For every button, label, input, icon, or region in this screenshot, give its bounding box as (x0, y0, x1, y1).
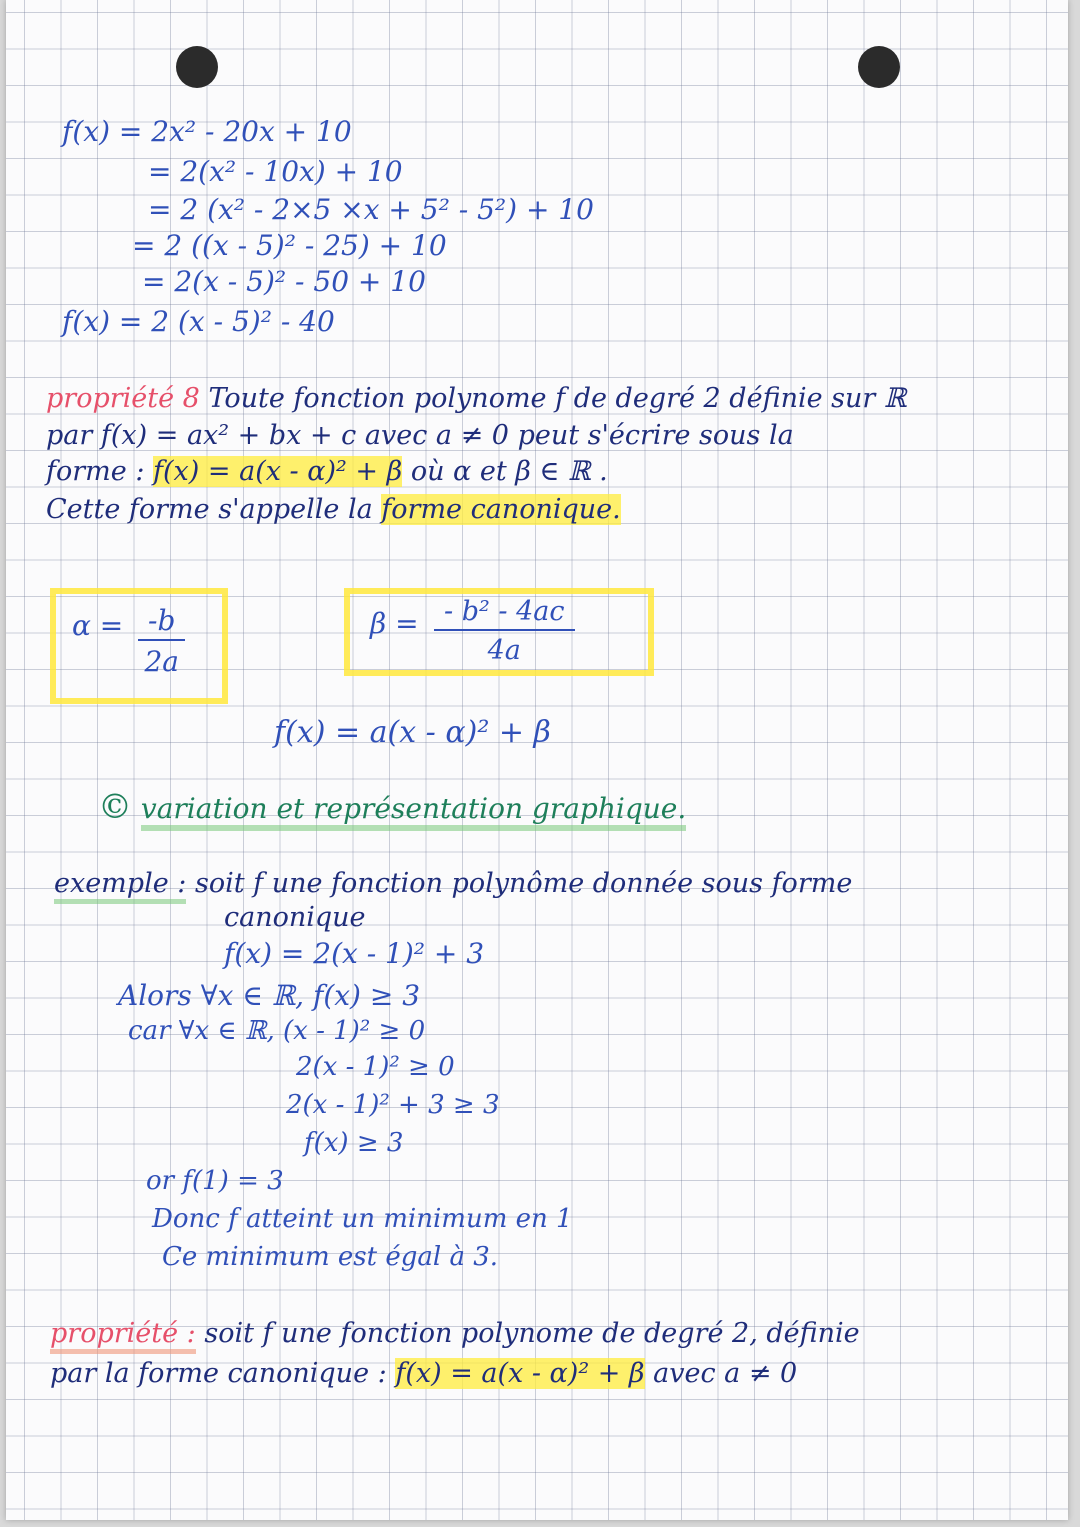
binder-hole-right (858, 46, 900, 88)
propriete-8-forme-suffix: où α et β ∈ ℝ . (410, 456, 608, 487)
beta-fraction (434, 596, 575, 666)
exemple-line-2: canonique (224, 902, 366, 933)
binder-hole-left (176, 46, 218, 88)
alpha-fraction (138, 604, 185, 678)
alpha-lhs: α = (72, 609, 124, 642)
exemple-text-1: soit f une fonction polynôme donnée sous forme (194, 868, 853, 899)
exemple-line-5: car ∀x ∈ ℝ, (x - 1)² ≥ 0 (128, 1016, 426, 1046)
section-c-marker: © (98, 787, 132, 827)
exemple-line-9: or f(1) = 3 (146, 1166, 284, 1196)
propriete-final-line-2 (50, 1360, 797, 1387)
propriete-8-line-4 (46, 496, 621, 523)
propriete-8-canonical-formula: f(x) = a(x - α)² + β (153, 456, 403, 487)
propriete-final-label: propriété : (50, 1318, 196, 1354)
exemple-line-1 (54, 870, 852, 897)
alpha-denominator: 2a (144, 645, 179, 678)
exemple-line-8: f(x) ≥ 3 (304, 1128, 404, 1158)
notebook-page (6, 0, 1068, 1520)
section-c-title: variation et représentation graphique. (141, 792, 686, 831)
propriete-8-text-1: Toute fonction polynome f de degré 2 définie sur ℝ (208, 383, 907, 414)
exemple-line-10: Donc f atteint un minimum en 1 (152, 1204, 573, 1234)
forme-canonique-highlight: forme canonique. (381, 494, 621, 525)
canonical-form-formula: f(x) = a(x - α)² + β (274, 715, 551, 750)
derivation-line-4: = 2 ((x - 5)² - 25) + 10 (132, 229, 447, 262)
propriete-8-label: propriété 8 (46, 383, 200, 414)
section-c-heading (98, 787, 687, 827)
exemple-line-7: 2(x - 1)² + 3 ≥ 3 (286, 1090, 500, 1120)
exemple-line-6: 2(x - 1)² ≥ 0 (296, 1052, 455, 1082)
exemple-line-3: f(x) = 2(x - 1)² + 3 (224, 937, 485, 970)
propriete-final-text-1: soit f une fonction polynome de degré 2, définie (204, 1318, 860, 1349)
exemple-line-4: Alors ∀x ∈ ℝ, f(x) ≥ 3 (118, 979, 421, 1012)
alpha-numerator: -b (138, 604, 185, 641)
propriete-8-line-3 (46, 458, 608, 485)
exemple-line-11: Ce minimum est égal à 3. (162, 1242, 499, 1272)
propriete-final-prefix: par la forme canonique : (50, 1358, 387, 1389)
propriete-final-line-1 (50, 1320, 860, 1347)
beta-numerator: - b² - 4ac (434, 596, 575, 631)
exemple-label: exemple : (54, 868, 186, 904)
derivation-line-1: f(x) = 2x² - 20x + 10 (62, 115, 352, 148)
propriete-8-cette-forme: Cette forme s'appelle la (46, 494, 373, 525)
propriete-final-formula: f(x) = a(x - α)² + β (395, 1358, 645, 1389)
propriete-8-line-1 (46, 385, 906, 412)
derivation-line-5: = 2(x - 5)² - 50 + 10 (142, 265, 426, 298)
propriete-8-forme-prefix: forme : (46, 456, 145, 487)
beta-lhs: β = (370, 607, 419, 640)
derivation-line-2: = 2(x² - 10x) + 10 (148, 155, 403, 188)
beta-denominator: 4a (487, 635, 521, 666)
derivation-line-3: = 2 (x² - 2×5 ×x + 5² - 5²) + 10 (148, 193, 594, 226)
propriete-8-line-2: par f(x) = ax² + bx + c avec a ≠ 0 peut s'écrire sous la (46, 420, 794, 451)
derivation-line-6: f(x) = 2 (x - 5)² - 40 (62, 305, 335, 338)
propriete-final-suffix: avec a ≠ 0 (653, 1358, 798, 1389)
